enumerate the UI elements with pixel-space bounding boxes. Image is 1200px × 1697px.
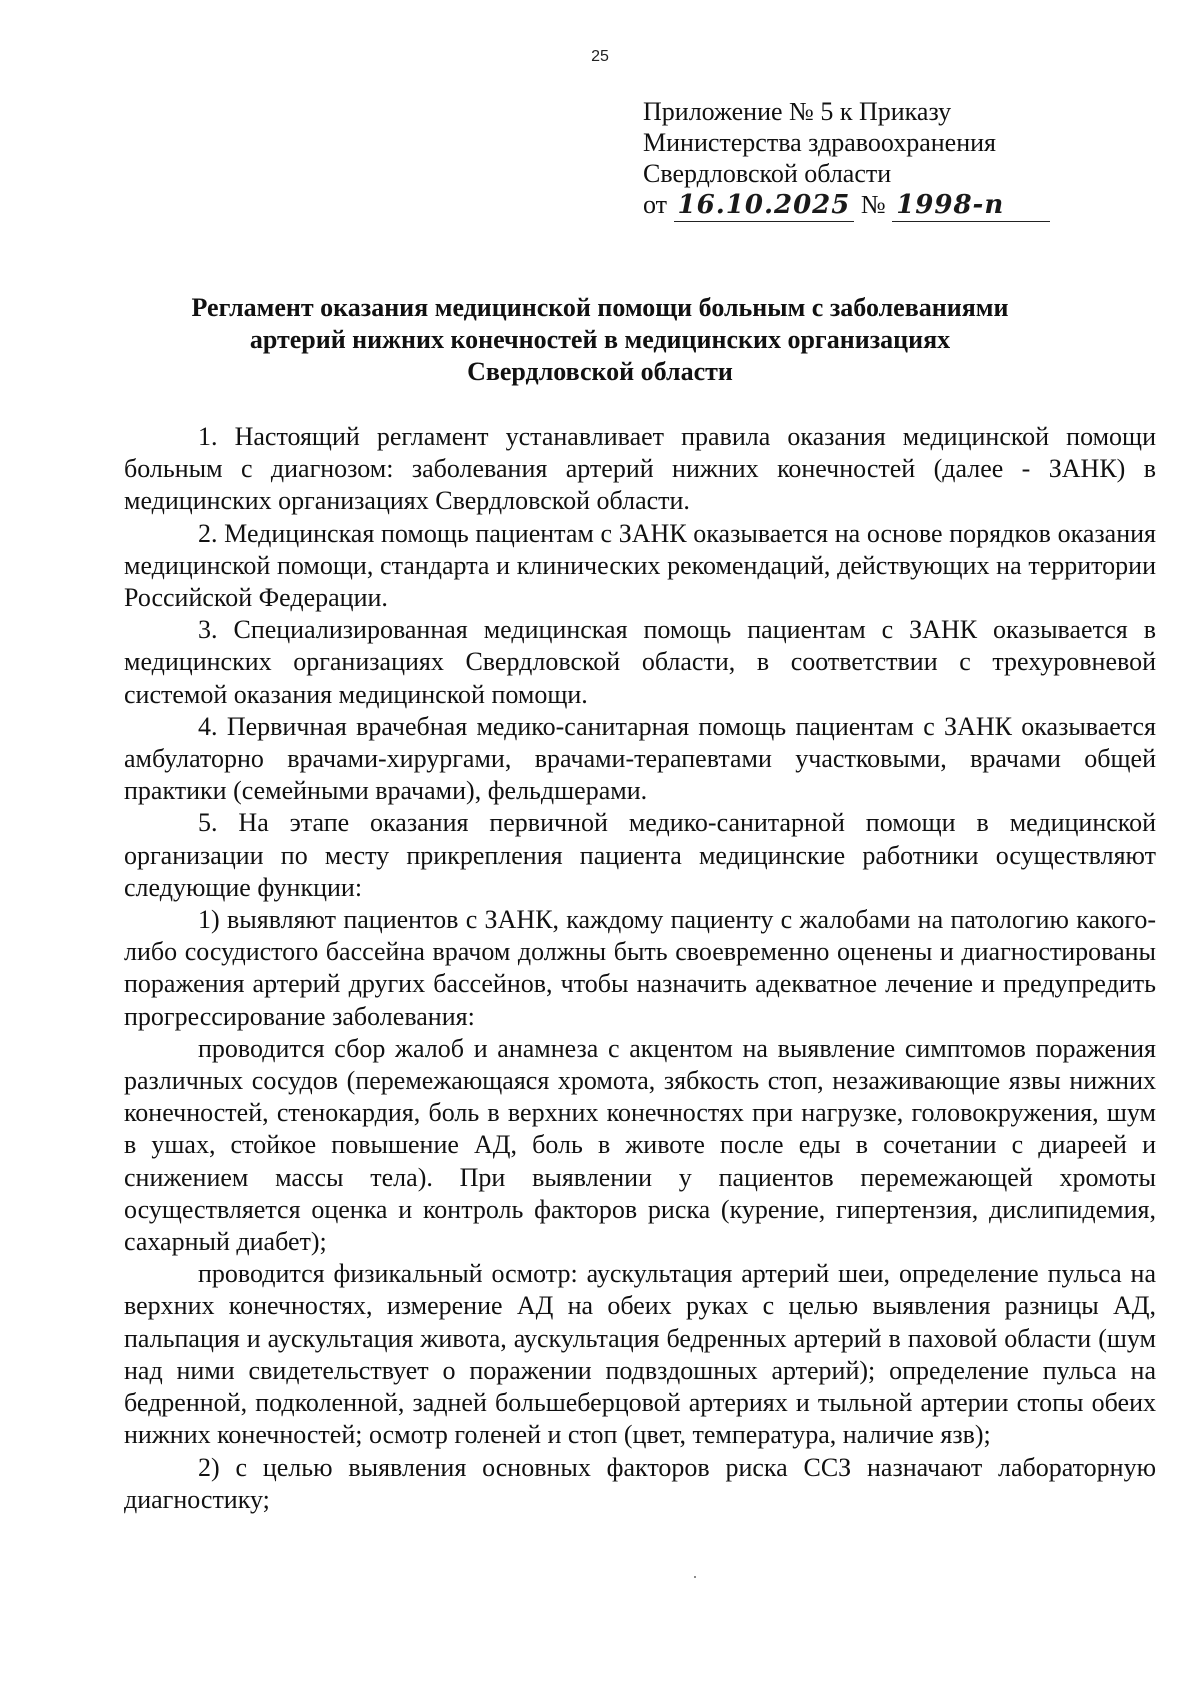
- examination-paragraph: проводится физикальный осмотр: аускультация артерий шеи, определение пульса на верхних конечностях, измерение АД на обеих руках с целью выявления разницы АД, пальпация и аускультация живота, аускультация бедренных артерий в паховой области (шум над ними свидетельствует о поражении подвздошных артерий); определение пульса на бедренной, подколенной, задней большеберцовой артериях и тыльной артерии стопы обеих нижних конечностей; осмотр голеней и стоп (цвет, температура, наличие язв);: [124, 1259, 1156, 1450]
- scan-speck: [694, 1576, 696, 1578]
- complaints-paragraph: проводится сбор жалоб и анамнеза с акцентом на выявление симптомов поражения различных сосудов (перемежающаяся хромота, зябкость стоп, незаживающие язвы нижних конечностей, стенокардия, боль в верхних конечностях при нагрузке, головокружения, шум в ушах, стойкое повышение АД, боль в животе после еды в сочетании с диареей и снижением массы тела). При выявлении у пациентов перемежающей хромоты осуществляется оценка и контроль факторов риска (курение, гипертензия, дислипидемия, сахарный диабет);: [124, 1033, 1156, 1257]
- appendix-line-1: Приложение № 5 к Приказу: [643, 97, 952, 126]
- title-line-2: артерий нижних конечностей в медицинских организациях: [249, 325, 951, 354]
- subparagraph-2: 2) с целью выявления основных факторов риска ССЗ назначают лабораторную диагностику;: [124, 1452, 1156, 1514]
- appendix-line-2: Министерства здравоохранения: [643, 128, 996, 157]
- title-line-3: Свердловской области: [467, 357, 733, 386]
- page-number: 25: [591, 48, 609, 65]
- number-prefix: №: [860, 190, 886, 219]
- paragraph-5: 5. На этапе оказания первичной медико-санитарной помощи в медицинской организации по месту прикрепления пациента медицинские работники осуществляют следующие функции:: [124, 808, 1156, 902]
- appendix-line-3: Свердловской области: [643, 159, 892, 188]
- date-prefix: от: [643, 190, 668, 219]
- document-title: [0, 292, 1200, 388]
- paragraph-4: 4. Первичная врачебная медико-санитарная помощь пациентам с ЗАНК оказывается амбулаторно врачами-хирургами, врачами-терапевтами участковыми, врачами общей практики (семейными врачами), фельдшерами.: [124, 711, 1156, 806]
- document-body: [124, 421, 1156, 1516]
- title-line-1: Регламент оказания медицинской помощи больным с заболеваниями: [191, 293, 1009, 322]
- subparagraph-1: 1) выявляют пациентов с ЗАНК, каждому пациенту с жалобами на патологию какого-либо сосудистого бассейна врачом должны быть своевременно оценены и диагностированы поражения артерий других бассейнов, чтобы назначить адекватное лечение и предупредить прогрессирование заболевания:: [124, 905, 1156, 1031]
- paragraph-1: 1. Настоящий регламент устанавливает правила оказания медицинской помощи больным с диагнозом: заболевания артерий нижних конечностей (далее - ЗАНК) в медицинских организациях Свердловской области.: [124, 422, 1156, 516]
- appendix-date-line: [643, 189, 1050, 222]
- handwritten-order-number: 1998-п: [892, 190, 1050, 222]
- paragraph-2: 2. Медицинская помощь пациентам с ЗАНК оказывается на основе порядков оказания медицинской помощи, стандарта и клинических рекомендаций, действующих на территории Российской Федерации.: [124, 518, 1156, 613]
- paragraph-3: 3. Специализированная медицинская помощь пациентам с ЗАНК оказывается в медицинских организациях Свердловской области, в соответствии с трехуровневой системой оказания медицинской помощи.: [124, 615, 1156, 709]
- appendix-block: [643, 96, 1050, 222]
- handwritten-date: 16.10.2025: [674, 190, 855, 222]
